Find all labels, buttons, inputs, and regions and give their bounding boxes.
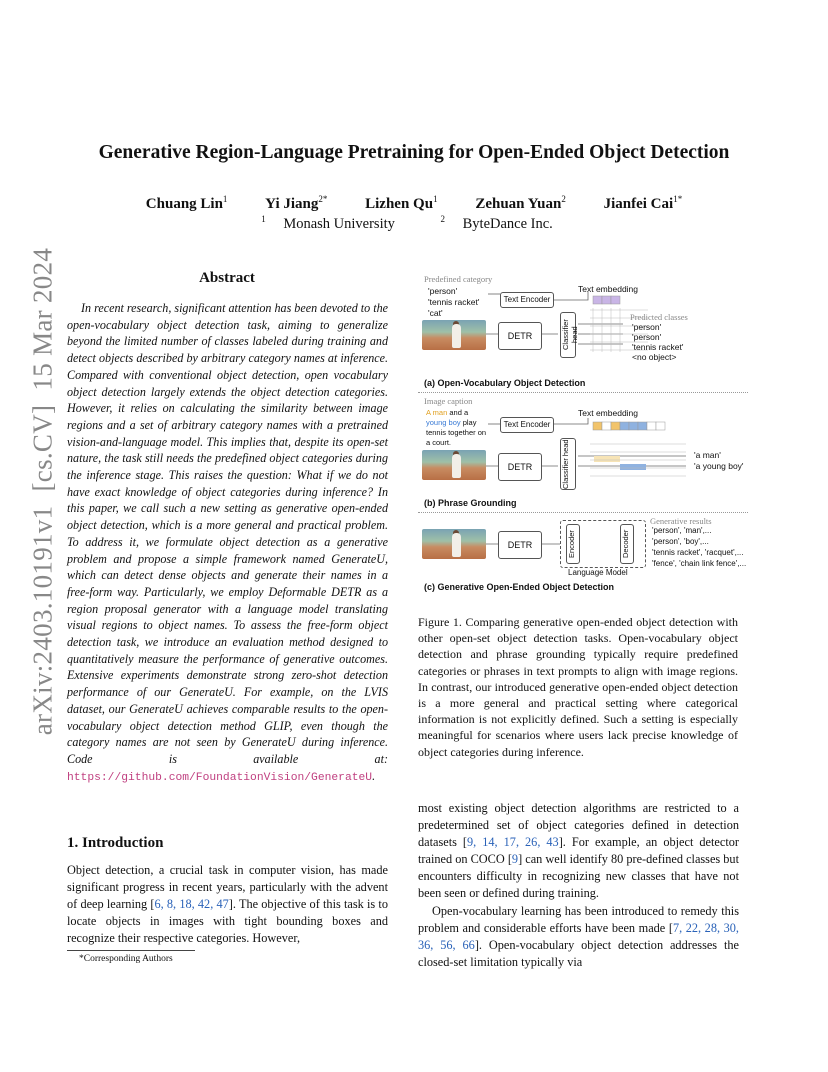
citation[interactable]: 9, 14, 17, 26, 43 bbox=[467, 834, 559, 849]
figure-1 bbox=[418, 272, 768, 602]
figure-caption: Figure 1. Comparing generative open-ended object detection with other open-set object detection tasks. Open-vocabulary object detection and phrase grounding typically require predefined categories or phrases in text prompts to align with image regions. In contrast, our introduced generative open-ended object detection is a more general and practical setting where categorical information is not explicitly defined. Such a setting is especially meaningful for scenarios where users lack precise knowledge of object categories during inference. bbox=[418, 615, 738, 759]
detr-box: DETR bbox=[498, 322, 542, 350]
category-item: 'tennis racket' bbox=[428, 297, 480, 307]
generative-result: 'tennis racket', 'racquet',... bbox=[652, 548, 744, 557]
author: Chuang Lin$^1$ bbox=[145, 194, 228, 212]
predicted-classes-label: Predicted classes bbox=[630, 312, 688, 322]
text-encoder-box: Text Encoder bbox=[500, 292, 554, 308]
generative-results-label: Generative results bbox=[650, 516, 712, 526]
arxiv-watermark: arXiv:2403.10191v1 [cs.CV] 15 Mar 2024 bbox=[27, 247, 58, 736]
paper-title: Generative Region-Language Pretraining for Open-Ended Object Detection bbox=[98, 142, 730, 163]
footnote-rule bbox=[67, 950, 195, 951]
predicted-class: 'person' bbox=[632, 322, 662, 332]
subfigure-c-label: (c) Generative Open-Ended Object Detection bbox=[424, 582, 615, 592]
encoder-box: Encoder bbox=[566, 524, 580, 564]
tennis-photo bbox=[422, 320, 486, 350]
citation[interactable]: 6, 8, 18, 42, 47 bbox=[154, 896, 229, 911]
code-link[interactable]: https://github.com/FoundationVision/GenerateU bbox=[67, 771, 373, 784]
abstract-heading: Abstract bbox=[199, 270, 255, 286]
paragraph: Open-vocabulary learning has been introduced to remedy this problem and considerable efforts have been made [7, 22, 28, 30, 36, 56, 66]. Open-vocabulary object detection addresses the closed-set limitation typically via bbox=[418, 904, 740, 970]
generative-result: 'person', 'boy',... bbox=[652, 537, 709, 546]
tennis-photo bbox=[422, 450, 486, 480]
predefined-category-label: Predefined category bbox=[424, 274, 493, 284]
author: Yi Jiang$^{2*}$ bbox=[265, 194, 328, 212]
tennis-photo bbox=[422, 529, 486, 559]
intro-paragraph: Object detection, a crucial task in computer vision, has made significant progress in recent years, particularly with the advent of deep learning [6, 8, 18, 42, 47]. The objective of this task is to locate objects in images with tight bounding boxes and recognize their respective categories. However, bbox=[67, 863, 388, 945]
classifier-head-box: Classifier head bbox=[560, 312, 576, 358]
citation[interactable]: 9 bbox=[511, 851, 519, 866]
image-caption-label: Image caption bbox=[424, 396, 473, 406]
category-item: 'person' bbox=[428, 286, 458, 296]
text-encoder-box: Text Encoder bbox=[500, 417, 554, 433]
author: Zehuan Yuan$^2$ bbox=[475, 194, 566, 212]
generative-result: 'person', 'man',... bbox=[652, 526, 712, 535]
author: Lizhen Qu$^1$ bbox=[365, 194, 438, 212]
separator bbox=[418, 392, 748, 393]
caption-text: A man and a young boy play tennis together on a court. bbox=[426, 408, 487, 447]
affiliation: $^2$ ByteDance Inc. bbox=[440, 214, 553, 232]
category-item: 'cat' bbox=[428, 308, 443, 318]
subfigure-b-label: (b) Phrase Grounding bbox=[424, 498, 517, 508]
author: Jianfei Cai$^{1*}$ bbox=[603, 194, 683, 212]
text-embedding-label: Text embedding bbox=[578, 408, 639, 418]
paragraph: most existing object detection algorithms are restricted to a predetermined set of object categories defined in detection datasets [9, 14, 17, 26, 43]. For example, an object detector trained on COCO [9] can well identify 80 pre-defined classes but encounters difficulty in recognizing new classes that have not been seen or defined during training. bbox=[418, 801, 740, 900]
predicted-class: <no object> bbox=[632, 352, 677, 362]
separator bbox=[418, 512, 748, 513]
right-column-text bbox=[418, 800, 739, 971]
grounded-phrase: 'a young boy' bbox=[694, 461, 744, 471]
generative-result: 'fence', 'chain link fence',... bbox=[652, 559, 747, 568]
language-model-label: Language Model bbox=[568, 568, 628, 577]
grounded-phrase: 'a man' bbox=[694, 450, 721, 460]
predicted-class: 'person' bbox=[632, 332, 662, 342]
detr-box: DETR bbox=[498, 453, 542, 481]
classifier-head-box: Classifier head bbox=[560, 438, 576, 490]
affiliation: $^1$ Monash University bbox=[261, 214, 395, 232]
abstract-text: In recent research, significant attention has been devoted to the open-vocabulary object detection task, aiming to generalize beyond the limited number of classes labeled during training and detect objects described by arbitrary category names at inference. Compared with conventional object detection, open vocabulary object detection largely extends the object detection categories. However, it relies on calculating the similarity between image regions and a set of arbitrary category names with a pretrained vision-and-language model. This implies that, despite its open-set nature, the task still needs the predefined object categories during the inference stage. This raises the question: What if we do not have exact knowledge of object categories during inference? In this paper, we call such a new setting as generative open-ended object detection, which is a more general and practical problem. To address it, we formulate object detection as a generative problem and propose a simple framework named GenerateU, which can detect dense objects and generate their names in a free-form way. Particularly, we employ Deformable DETR as a region proposal generator with a language model translating visual regions to object names. To assess the free-form object detection task, we introduce an evaluation method designed to quantitatively measure the performance of generative outcomes. Extensive experiments demonstrate strong zero-shot detection performance of our GenerateU. For example, on the LVIS dataset, our GenerateU achieves comparable results to the open-vocabulary object detection method GLIP, even though the category names are not seen by GenerateU during inference. Code is available at: https://github.com/FoundationVision/GenerateU. bbox=[67, 301, 388, 784]
predicted-class: 'tennis racket' bbox=[632, 342, 684, 352]
citation[interactable]: 7, 22, 28, 30, 36, 56, 66 bbox=[418, 921, 740, 953]
affiliations bbox=[0, 214, 828, 233]
text-embedding-label: Text embedding bbox=[578, 284, 639, 294]
section-heading-introduction: 1. Introduction bbox=[67, 835, 164, 851]
footnote: *Corresponding Authors bbox=[79, 954, 173, 964]
detr-box: DETR bbox=[498, 531, 542, 559]
subfigure-a-label: (a) Open-Vocabulary Object Detection bbox=[424, 378, 586, 388]
author-list bbox=[0, 194, 828, 213]
decoder-box: Decoder bbox=[620, 524, 634, 564]
